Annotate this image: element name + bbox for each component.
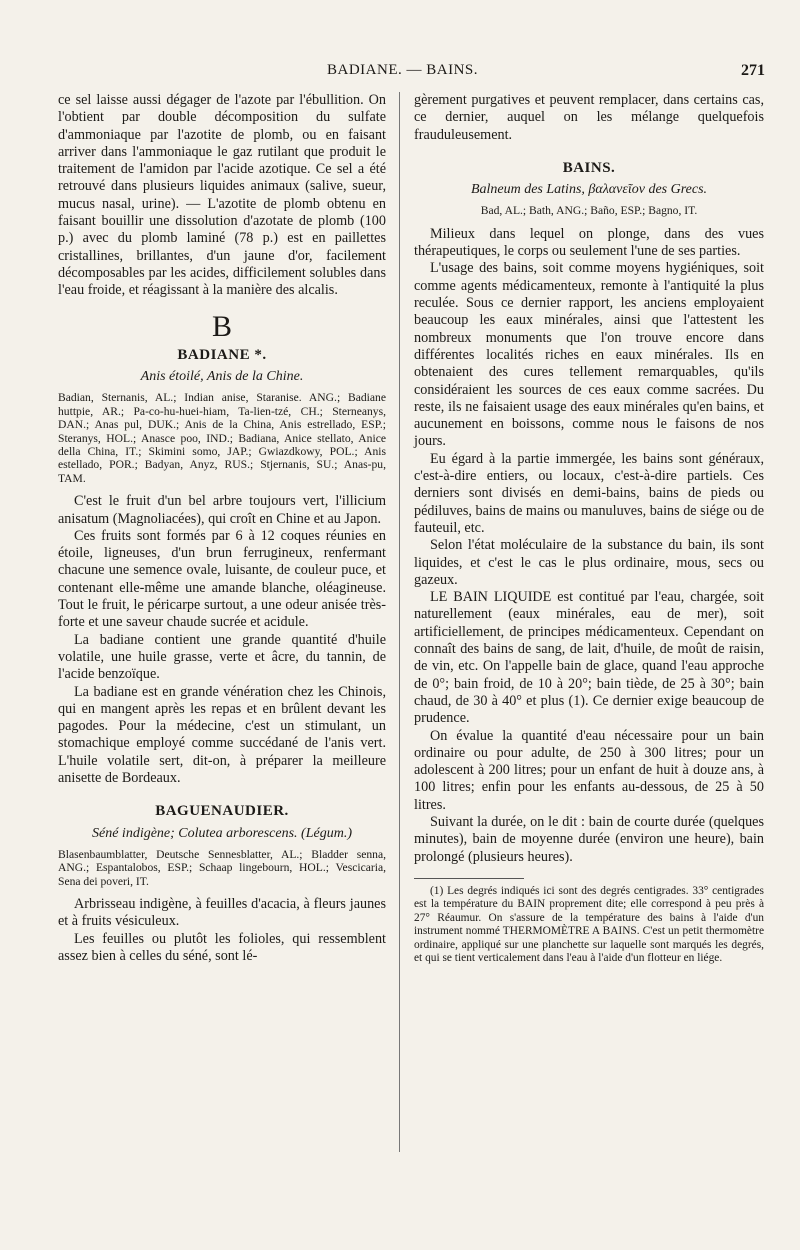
paragraph: Suivant la durée, on le dit : bain de courte durée (quelques minutes), bain de moyenne durée (environ une heure), bain prolongé (plusieurs heures). — [414, 813, 764, 865]
page-header — [40, 62, 765, 86]
paragraph: On évalue la quantité d'eau nécessaire pour un bain ordinaire ou pour adulte, de 250 à 300 litres; pour un adolescent à 200 litres; pour un enfant de huit à douze ans, à 100 litres; enfin pour les enfants au-dessous, de 25 à 50 litres. — [414, 727, 764, 813]
entry-subtitle-baguenaudier: Séné indigène; Colutea arborescens. (Légum.) — [92, 825, 352, 841]
synonyms-baguenaudier: Blasenbaumblatter, Deutsche Sennesblatter, AL.; Bladder senna, ANG.; Espantalobos, ESP.; Schaap lingebourn, HOL.; Vescicaria, Sena dei poveri, IT. — [58, 847, 386, 888]
paragraph: La badiane contient une grande quantité d'huile volatile, une huile grasse, verte et âcre, du tannin, de l'acide benzoïque. — [58, 631, 386, 683]
paragraph: Milieux dans lequel on plonge, dans des vues thérapeutiques, le corps ou seulement l'une de ses parties. — [414, 225, 764, 260]
paragraph: L'usage des bains, soit comme moyens hygiéniques, soit comme agents médicamenteux, remonte à l'antiquité la plus reculée. Sous ce dernier rapport, les anciens employaient beaucoup les eaux minérales, ainsi que l'attestent les nombreux monuments que l'on trouve encore dans différentes localités riches en eaux minérales. Ils en obtenaient des cures tellement remarquables, qu'ils considéraient les sources de ces eaux comme sacrées. Du reste, ils ne faisaient usage des eaux minérales qu'en bains, et aucunement en boissons, comme nous le faisons de nos jours. — [414, 260, 764, 450]
continued-paragraph: ce sel laisse aussi dégager de l'azote par l'ébullition. On l'obtient par double décomposition du sulfate d'ammoniaque par l'azotite de plomb, ou en faisant arriver dans l'ammoniaque le gaz rutilant que produit le traitement de l'amidon par l'acide azotique. Ce sel a été retrouvé dans plusieurs liquides animaux (salive, sueur, mucus nasal, urine). — L'azotite de plomb obtenu en faisant bouillir une dissolution d'azotate de plomb (100 p.) avec du plomb laminé (78 p.) est en paillettes cristallines, brillantes, d'un jaune d'or, facilement décomposables par les acides, difficilement solubles dans l'eau froide, et réagissant à la manière des alcalis. — [58, 92, 386, 299]
page-number: 271 — [741, 62, 765, 79]
paragraph: La badiane est en grande vénération chez les Chinois, qui en mangent après les repas et en brûlent devant les pagodes. Pour la médecine, c'est un stimulant, un stomachique employé comme succédané de l'anis vert. L'huile volatile sert, dit-on, à préparer la meilleure anisette de Bordeaux. — [58, 683, 386, 787]
paragraph: C'est le fruit d'un bel arbre toujours vert, l'illicium anisatum (Magnoliacées), qui croît en Chine et au Japon. — [58, 493, 386, 527]
paragraph: Ces fruits sont formés par 6 à 12 coques réunies en étoile, ligneuses, d'un brun ferrugineux, renfermant chacune une semence ovale, luisante, de couleur puce, et contenant elle-même une amande blanche, oléagineuse. Tout le fruit, le péricarpe surtout, a une odeur anisée très-forte et une saveur chaude sucrée et acidule. — [58, 527, 386, 631]
running-title: BADIANE. — BAINS. — [327, 62, 478, 78]
paragraph: Arbrisseau indigène, à feuilles d'acacia, à fleurs jaunes et à fruits vésiculeux. — [58, 896, 386, 930]
paragraph: Eu égard à la partie immergée, les bains sont généraux, c'est-à-dire entiers, ou locaux, c'est-à-dire partiels. Ces derniers sont divisés en demi-bains, bains de pieds ou pédiluves, bains de mains ou manuluves, bains de siége ou de fauteuil, etc. — [414, 450, 764, 536]
synonyms-bains: Bad, AL.; Bath, ANG.; Baño, ESP.; Bagno, IT. — [480, 204, 698, 218]
right-column — [414, 92, 764, 965]
footnote-divider — [414, 878, 524, 879]
footnote: (1) Les degrés indiqués ici sont des degrés centigrades. 33° centigrades est la température du BAIN proprement dite; elle correspond à peu près à 27° Réaumur. On s'assure de la température des bains à l'aide d'un instrument nommé THERMOMÈTRE A BAINS. C'est un petit thermomètre ordinaire, appliqué sur une planchette sur laquelle sont marqués les degrés, et qui se tient verticalement dans l'eau à l'aide d'un flotteur en liége. — [414, 884, 764, 964]
column-divider — [399, 92, 400, 1152]
paragraph: Les feuilles ou plutôt les folioles, qui ressemblent assez bien à celles du séné, sont lé- — [58, 930, 386, 965]
section-letter: B — [211, 309, 232, 343]
synonyms-badiane: Badian, Sternanis, AL.; Indian anise, Staranise. ANG.; Badiane huttpie, AR.; Pa-co-hu-huei-hiam, Ta-lien-tzé, CH.; Sterneanys, DAN.; Anas pul, DUK.; Anis de la China, Anis estrellado, ESP.; Steranys, HOL.; Anasce poo, IND.; Badiana, Anice stellato, Anice della China, IT.; Skimini somo, JAP.; Gwiazdkowy, POL.; Anis estellado, POR.; Badyan, Anyz, RUS.; Stjernanis, SU.; Anas-pu, TAM. — [58, 391, 386, 485]
paragraph: Selon l'état moléculaire de la substance du bain, ils sont liquides, et c'est le cas le plus ordinaire, mous, secs ou gazeux. — [414, 537, 764, 588]
paragraph: LE BAIN LIQUIDE est contitué par l'eau, chargée, soit naturellement (eaux minérales, eau de mer), soit artificiellement, de principes médicamenteux. Cependant on connaît des bains de sang, de lait, d'huile, de moût de raisin, de vin, etc. On l'appelle bain de glace, quand l'eau approche de 0°; bain froid, de 10 à 20°; bain tiède, de 25 à 30°; bain chaud, de 30 à 40° et plus (1). Ce dernier exige beaucoup de prudence. — [414, 589, 764, 727]
entry-title-baguenaudier: BAGUENAUDIER. — [155, 803, 289, 820]
entry-subtitle-badiane: Anis étoilé, Anis de la Chine. — [140, 369, 304, 385]
continued-paragraph: gèrement purgatives et peuvent remplacer, dans certains cas, ce dernier, auquel on les mélange quelquefois frauduleusement. — [414, 92, 764, 143]
left-column — [58, 92, 386, 965]
entry-subtitle-bains: Balneum des Latins, βαλανεῖον des Grecs. — [470, 182, 708, 198]
entry-title-bains: BAINS. — [562, 159, 616, 176]
entry-title-badiane: BADIANE *. — [177, 346, 267, 363]
